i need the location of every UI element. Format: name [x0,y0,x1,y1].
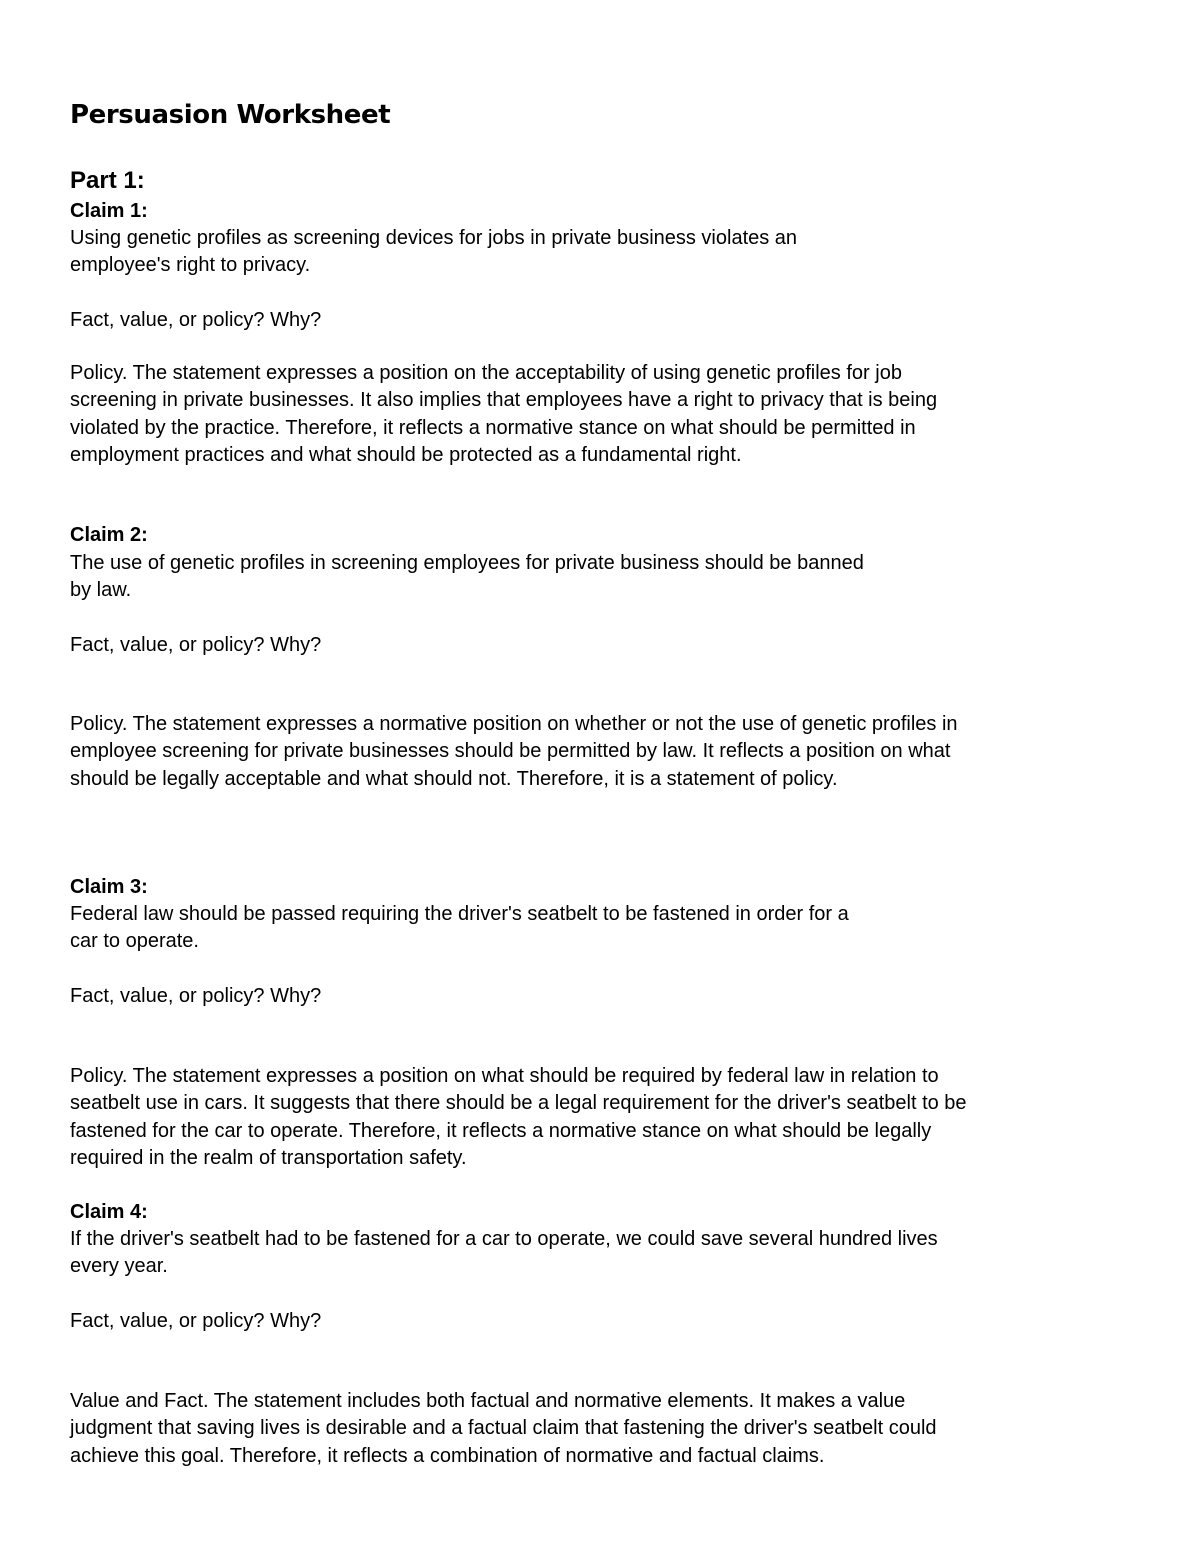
claim-1-statement-line: Using genetic profiles as screening devices for jobs in private business violates an [70,227,798,249]
claim-2-statement [70,550,864,605]
claim-2-answer-line: should be legally acceptable and what should not. Therefore, it is a statement of policy. [70,767,838,790]
claim-2-answer [70,711,958,793]
claim-1-answer-line: Policy. The statement expresses a position on the acceptability of using genetic profiles for job [70,362,902,384]
claim-3-answer-line: Policy. The statement expresses a position on what should be required by federal law in relation to [70,1065,939,1087]
claim-4-statement [70,1226,938,1281]
worksheet-title: Persuasion Worksheet [70,100,391,130]
claim-2-statement-line: The use of genetic profiles in screening employees for private business should be banned [70,552,864,574]
claim-3-label: Claim 3: [70,876,148,898]
claim-4-question: Fact, value, or policy? Why? [70,1310,322,1332]
claim-3-statement-line: car to operate. [70,930,199,953]
claim-1-answer-line: screening in private businesses. It also implies that employees have a right to privacy that is being [70,389,938,412]
claim-1-statement-line: employee's right to privacy. [70,254,311,277]
claim-4-statement-line: If the driver's seatbelt had to be fastened for a car to operate, we could save several hundred lives [70,1228,938,1250]
claim-3-question: Fact, value, or policy? Why? [70,985,322,1007]
claim-1-answer-line: employment practices and what should be protected as a fundamental right. [70,443,742,466]
claim-1-question: Fact, value, or policy? Why? [70,309,322,331]
claim-3-answer-line: fastened for the car to operate. Therefore, it reflects a normative stance on what should be legally [70,1119,932,1142]
claim-1-answer-line: violated by the practice. Therefore, it reflects a normative stance on what should be permitted in [70,416,916,439]
part-heading: Part 1: [70,167,145,194]
claim-3-statement-line: Federal law should be passed requiring the driver's seatbelt to be fastened in order for a [70,903,849,925]
claim-3-answer-line: seatbelt use in cars. It suggests that there should be a legal requirement for the driver's seatbelt to be [70,1092,967,1115]
claim-2-question: Fact, value, or policy? Why? [70,634,322,656]
claim-4-answer-line: Value and Fact. The statement includes both factual and normative elements. It makes a value [70,1390,906,1412]
claim-4-label: Claim 4: [70,1201,148,1223]
claim-2-statement-line: by law. [70,579,132,602]
claim-1-label: Claim 1: [70,200,148,222]
claim-4-answer-line: achieve this goal. Therefore, it reflects a combination of normative and factual claims. [70,1444,825,1467]
claim-3-answer-line: required in the realm of transportation safety. [70,1146,467,1169]
claim-4-statement-line: every year. [70,1255,168,1278]
claim-3-answer [70,1063,967,1172]
claim-2-label: Claim 2: [70,524,148,546]
claim-2-answer-line: Policy. The statement expresses a normative position on whether or not the use of genetic profiles in [70,713,958,735]
claim-4-answer-line: judgment that saving lives is desirable and a factual claim that fastening the driver's seatbelt could [70,1417,937,1440]
claim-1-answer [70,360,937,469]
claim-1-statement [70,225,797,280]
claim-2-answer-line: employee screening for private businesses should be permitted by law. It reflects a position on what [70,740,951,763]
claim-4-answer [70,1388,937,1470]
claim-3-statement [70,901,849,956]
